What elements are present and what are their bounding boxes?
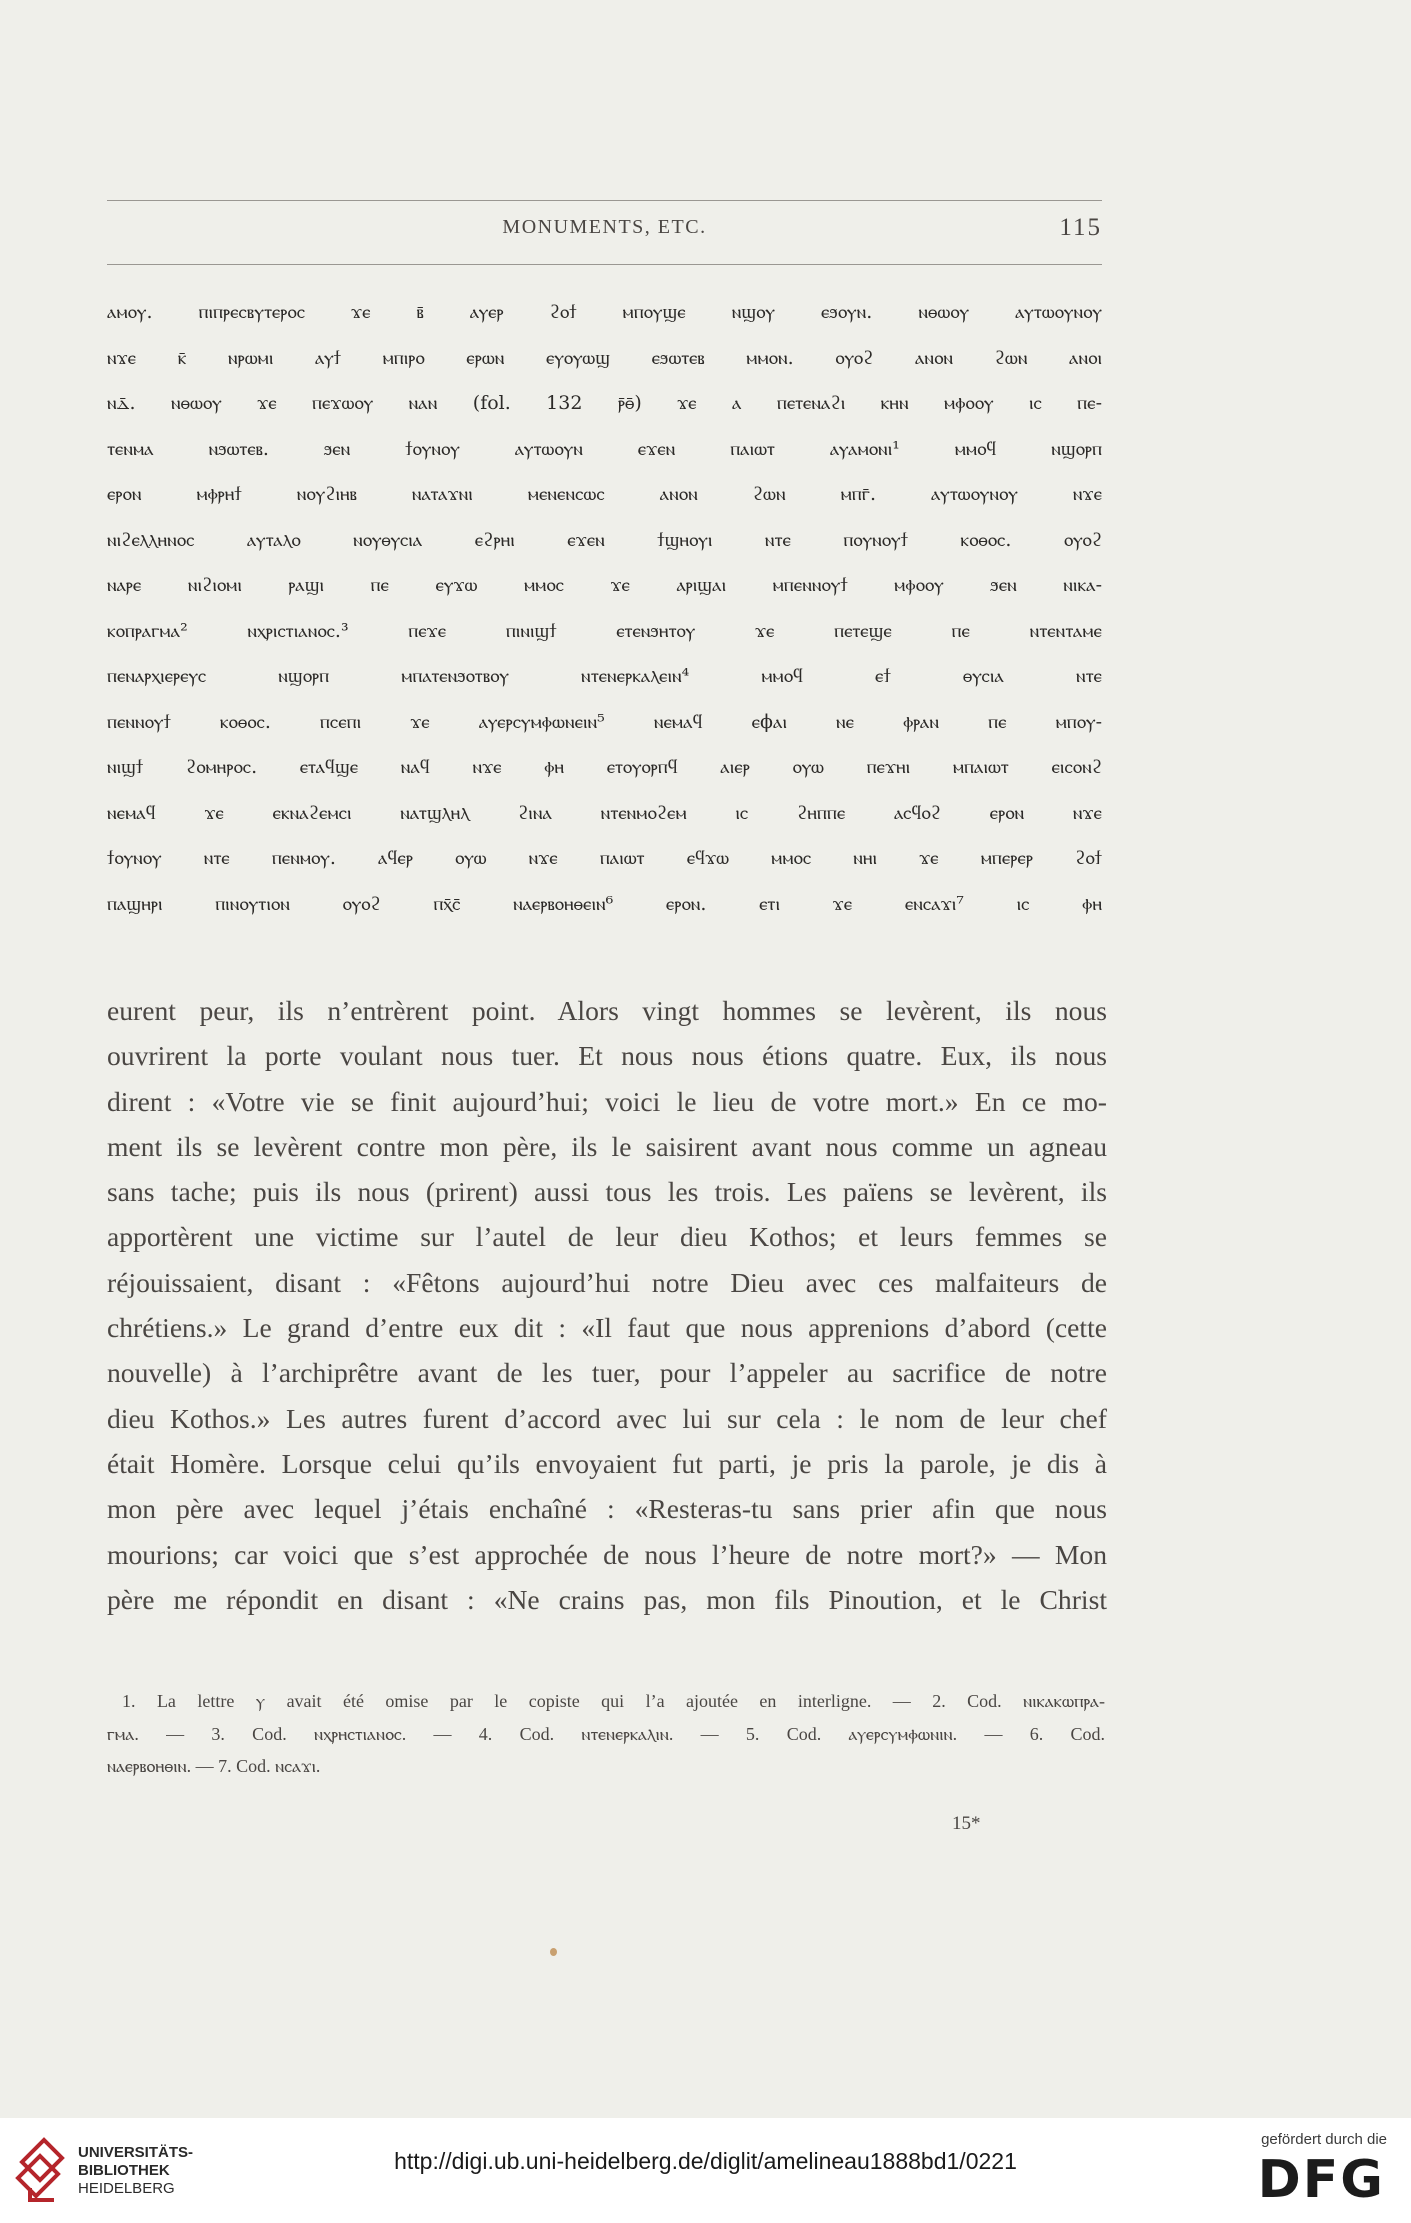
library-name-line: HEIDELBERG	[78, 2180, 175, 2197]
permalink-url[interactable]: http://digi.ub.uni-heidelberg.de/diglit/amelineau1888bd1/0221	[394, 2148, 1017, 2174]
coptic-line: ⲛⲁⲣⲉ ⲛⲓϩⲓⲟⲙⲓ ⲣⲁϣⲓ ⲡⲉ ⲉⲩϫⲱ ⲙⲙⲟⲥ ϫⲉ ⲁⲣⲓϣⲁⲓ ⲙⲡⲉⲛⲛⲟⲩϯ ⲙⲫⲟⲟⲩ ϧⲉⲛ ⲛⲓⲕⲁ-	[107, 574, 1102, 596]
coptic-line: ⲡⲉⲛⲁⲣⲭⲓⲉⲣⲉⲩⲥ ⲛϣⲟⲣⲡ ⲙⲡⲁⲧⲉⲛϧⲟⲧⲃⲟⲩ ⲛⲧⲉⲛⲉⲣⲕⲁⲗⲉⲓⲛ⁴ ⲙⲙⲟϥ ⲉϯ ⲑⲩⲥⲓⲁ ⲛⲧⲉ	[107, 665, 1102, 687]
coptic-line: ⲛⲓϣϯ ϩⲟⲙⲏⲣⲟⲥ. ⲉⲧⲁϥϣⲉ ⲛⲁϥ ⲛϫⲉ ⲫⲏ ⲉⲧⲟⲩⲟⲣⲡϥ ⲁⲓⲉⲣ ⲟⲩⲱ ⲡⲉϫⲏⲓ ⲙⲡⲁⲓⲱⲧ ⲉⲓⲥⲟⲛϩ	[107, 756, 1102, 778]
header-rule-bottom	[107, 264, 1102, 265]
footnote-line: ⲅⲙⲁ. — 3. Cod. ⲛⲭⲣⲏⲥⲧⲓⲁⲛⲟⲥ. — 4. Cod. ⲛⲧⲉⲛⲉⲣⲕⲁⲗⲓⲛ. — 5. Cod. ⲁⲩⲉⲣⲥⲩⲙⲫⲱⲛⲓⲛ. — 6. Cod.	[107, 1723, 1105, 1744]
dfg-logo[interactable]: DFG	[1257, 2150, 1385, 2210]
translation-line: dirent : «Votre vie se finit aujourd’hui; voici le lieu de votre mort.» En ce mo-	[107, 1085, 1107, 1117]
page-number: 115	[1059, 214, 1102, 241]
translation-line: apportèrent une victime sur l’autel de leur dieu Kothos; et leurs femmes se	[107, 1221, 1107, 1253]
translation-line: dieu Kothos.» Les autres furent d’accord avec lui sur cela : le nom de leur chef	[107, 1402, 1107, 1434]
header-rule-top	[107, 200, 1102, 201]
library-name-line: UNIVERSITÄTS-	[78, 2144, 194, 2161]
signature-mark: 15*	[952, 1813, 981, 1834]
coptic-line: ⲉⲣⲟⲛ ⲙⲫⲣⲏϯ ⲛⲟⲩϩⲓⲏⲃ ⲛⲁⲧⲁϫⲛⲓ ⲙⲉⲛⲉⲛⲥⲱⲥ ⲁⲛⲟⲛ ϩⲱⲛ ⲙⲡⲅ̄. ⲁⲩⲧⲱⲟⲩⲛⲟⲩ ⲛϫⲉ	[107, 483, 1102, 505]
coptic-line: ⲕⲟⲡⲣⲁⲅⲙⲁ² ⲛⲭⲣⲓⲥⲧⲓⲁⲛⲟⲥ.³ ⲡⲉϫⲉ ⲡⲓⲛⲓϣϯ ⲉⲧⲉⲛϧⲏⲧⲟⲩ ϫⲉ ⲡⲉⲧⲉϣⲉ ⲡⲉ ⲛⲧⲉⲛⲧⲁⲙⲉ	[107, 619, 1102, 642]
translation-line: était Homère. Lorsque celui qu’ils envoyaient fut parti, je pris la parole, je dis à	[107, 1447, 1107, 1479]
translation-line: mon père avec lequel j’étais enchaîné : «Resteras-tu sans prier afin que nous	[107, 1493, 1107, 1525]
translation-line: ouvrirent la porte voulant nous tuer. Et nous nous étions quatre. Eux, ils nous	[107, 1040, 1107, 1072]
coptic-line: ⲡⲉⲛⲛⲟⲩϯ ⲕⲟⲑⲟⲥ. ⲡⲥⲉⲡⲓ ϫⲉ ⲁⲩⲉⲣⲥⲩⲙⲫⲱⲛⲉⲓⲛ⁵ ⲛⲉⲙⲁϥ ⲉϕⲁⲓ ⲛⲉ ⲫⲣⲁⲛ ⲡⲉ ⲙⲡⲟⲩ-	[107, 710, 1102, 733]
running-title: MONUMENTS, ETC.	[502, 216, 707, 238]
coptic-line: ⲛⲉⲙⲁϥ ϫⲉ ⲉⲕⲛⲁϩⲉⲙⲥⲓ ⲛⲁⲧϣⲗⲏⲗ ϩⲓⲛⲁ ⲛⲧⲉⲛⲙⲟϩⲉⲙ ⲓⲥ ϩⲏⲡⲡⲉ ⲁⲥϥⲟϩ ⲉⲣⲟⲛ ⲛϫⲉ	[107, 801, 1102, 824]
coptic-line: ⲛⲓϩⲉⲗⲗⲏⲛⲟⲥ ⲁⲩⲧⲁⲗⲟ ⲛⲟⲩⲑⲩⲥⲓⲁ ⲉϩⲣⲏⲓ ⲉϫⲉⲛ ϯϣⲏⲟⲩⲓ ⲛⲧⲉ ⲡⲟⲩⲛⲟⲩϯ ⲕⲟⲑⲟⲥ. ⲟⲩⲟϩ	[107, 528, 1102, 551]
library-name-line: BIBLIOTHEK	[78, 2162, 170, 2179]
translation-line: mourions; car voici que s’est approchée de nous l’heure de notre mort?» — Mon	[107, 1538, 1107, 1570]
footnote-line: 1. La lettre ⲩ avait été omise par le copiste qui l’a ajoutée en interligne. — 2. Cod. ⲛⲓⲕⲁⲕⲱⲡⲣⲁ-	[122, 1691, 1105, 1711]
running-head	[107, 212, 1102, 252]
french-translation-block	[107, 988, 1107, 1622]
translation-line: ment ils se levèrent contre mon père, ils le saisirent avant nous comme un agneau	[107, 1130, 1107, 1162]
footnote-line: ⲛⲁⲉⲣⲃⲟⲏⲑⲓⲛ. — 7. Cod. ⲛⲥⲁϫⲓ.	[107, 1756, 321, 1776]
ink-spot	[550, 1948, 557, 1956]
coptic-line: ⲁⲙⲟⲩ. ⲡⲓⲡⲣⲉⲥⲃⲩⲧⲉⲣⲟⲥ ϫⲉ ⲃ̄ ⲁⲩⲉⲣ ϩⲟϯ ⲙⲡⲟⲩϣⲉ ⲛϣⲟⲩ ⲉϧⲟⲩⲛ. ⲛⲑⲱⲟⲩ ⲁⲩⲧⲱⲟⲩⲛⲟⲩ	[107, 301, 1102, 323]
translation-line: eurent peur, ils n’entrèrent point. Alors vingt hommes se levèrent, ils nous	[107, 995, 1107, 1026]
translation-line: réjouissaient, disant : «Fêtons aujourd’hui notre Dieu avec ces malfaiteurs de	[107, 1266, 1107, 1298]
translation-line: nouvelle) à l’archiprêtre avant de les tuer, pour l’appeler au sacrifice de notre	[107, 1357, 1107, 1389]
coptic-line: ⲡⲁϣⲏⲣⲓ ⲡⲓⲛⲟⲩⲧⲓⲟⲛ ⲟⲩⲟϩ ⲡⲭ̄ⲥ̄ ⲛⲁⲉⲣⲃⲟⲏⲑⲉⲓⲛ⁶ ⲉⲣⲟⲛ. ⲉⲧⲓ ϫⲉ ⲉⲛⲥⲁϫⲓ⁷ ⲓⲥ ⲫⲏ	[107, 892, 1102, 915]
viewer-footer	[0, 2118, 1411, 2223]
coptic-line: ⲧⲉⲛⲙⲁ ⲛϧⲱⲧⲉⲃ. ϧⲉⲛ ϯⲟⲩⲛⲟⲩ ⲁⲩⲧⲱⲟⲩⲛ ⲉϫⲉⲛ ⲡⲁⲓⲱⲧ ⲁⲩⲁⲙⲟⲛⲓ¹ ⲙⲙⲟϥ ⲛϣⲟⲣⲡ	[107, 437, 1102, 460]
translation-line: chrétiens.» Le grand d’entre eux dit : «Il faut que nous apprenions d’abord (cette	[107, 1312, 1107, 1344]
translation-line: père me répondit en disant : «Ne crains pas, mon fils Pinoution, et le Christ	[107, 1583, 1107, 1615]
footnotes-block	[107, 1685, 1105, 1783]
coptic-line: ⲛⲇ̄. ⲛⲑⲱⲟⲩ ϫⲉ ⲡⲉϫⲱⲟⲩ ⲛⲁⲛ (fol. 132 ⲣ̄ⲑ̄) ϫⲉ ⲁ ⲡⲉⲧⲉⲛⲁϩⲓ ⲕⲏⲛ ⲙⲫⲟⲟⲩ ⲓⲥ ⲡⲉ-	[107, 392, 1102, 414]
coptic-text-block	[107, 290, 1102, 927]
funder-note: gefördert durch die	[1261, 2131, 1387, 2148]
coptic-line: ⲛϫⲉ ⲕ̄ ⲛⲣⲱⲙⲓ ⲁⲩϯ ⲙⲡⲓⲣⲟ ⲉⲣⲱⲛ ⲉⲩⲟⲩⲱϣ ⲉϧⲱⲧⲉⲃ ⲙⲙⲟⲛ. ⲟⲩⲟϩ ⲁⲛⲟⲛ ϩⲱⲛ ⲁⲛⲟⲓ	[107, 346, 1102, 369]
coptic-line: ϯⲟⲩⲛⲟⲩ ⲛⲧⲉ ⲡⲉⲛⲙⲟⲩ. ⲁϥⲉⲣ ⲟⲩⲱ ⲛϫⲉ ⲡⲁⲓⲱⲧ ⲉϥϫⲱ ⲙⲙⲟⲥ ⲛⲏⲓ ϫⲉ ⲙⲡⲉⲣⲉⲣ ϩⲟϯ	[107, 847, 1102, 869]
translation-line: sans tache; puis ils nous (prirent) aussi tous les trois. Les païens se levèrent, ils	[107, 1176, 1107, 1208]
